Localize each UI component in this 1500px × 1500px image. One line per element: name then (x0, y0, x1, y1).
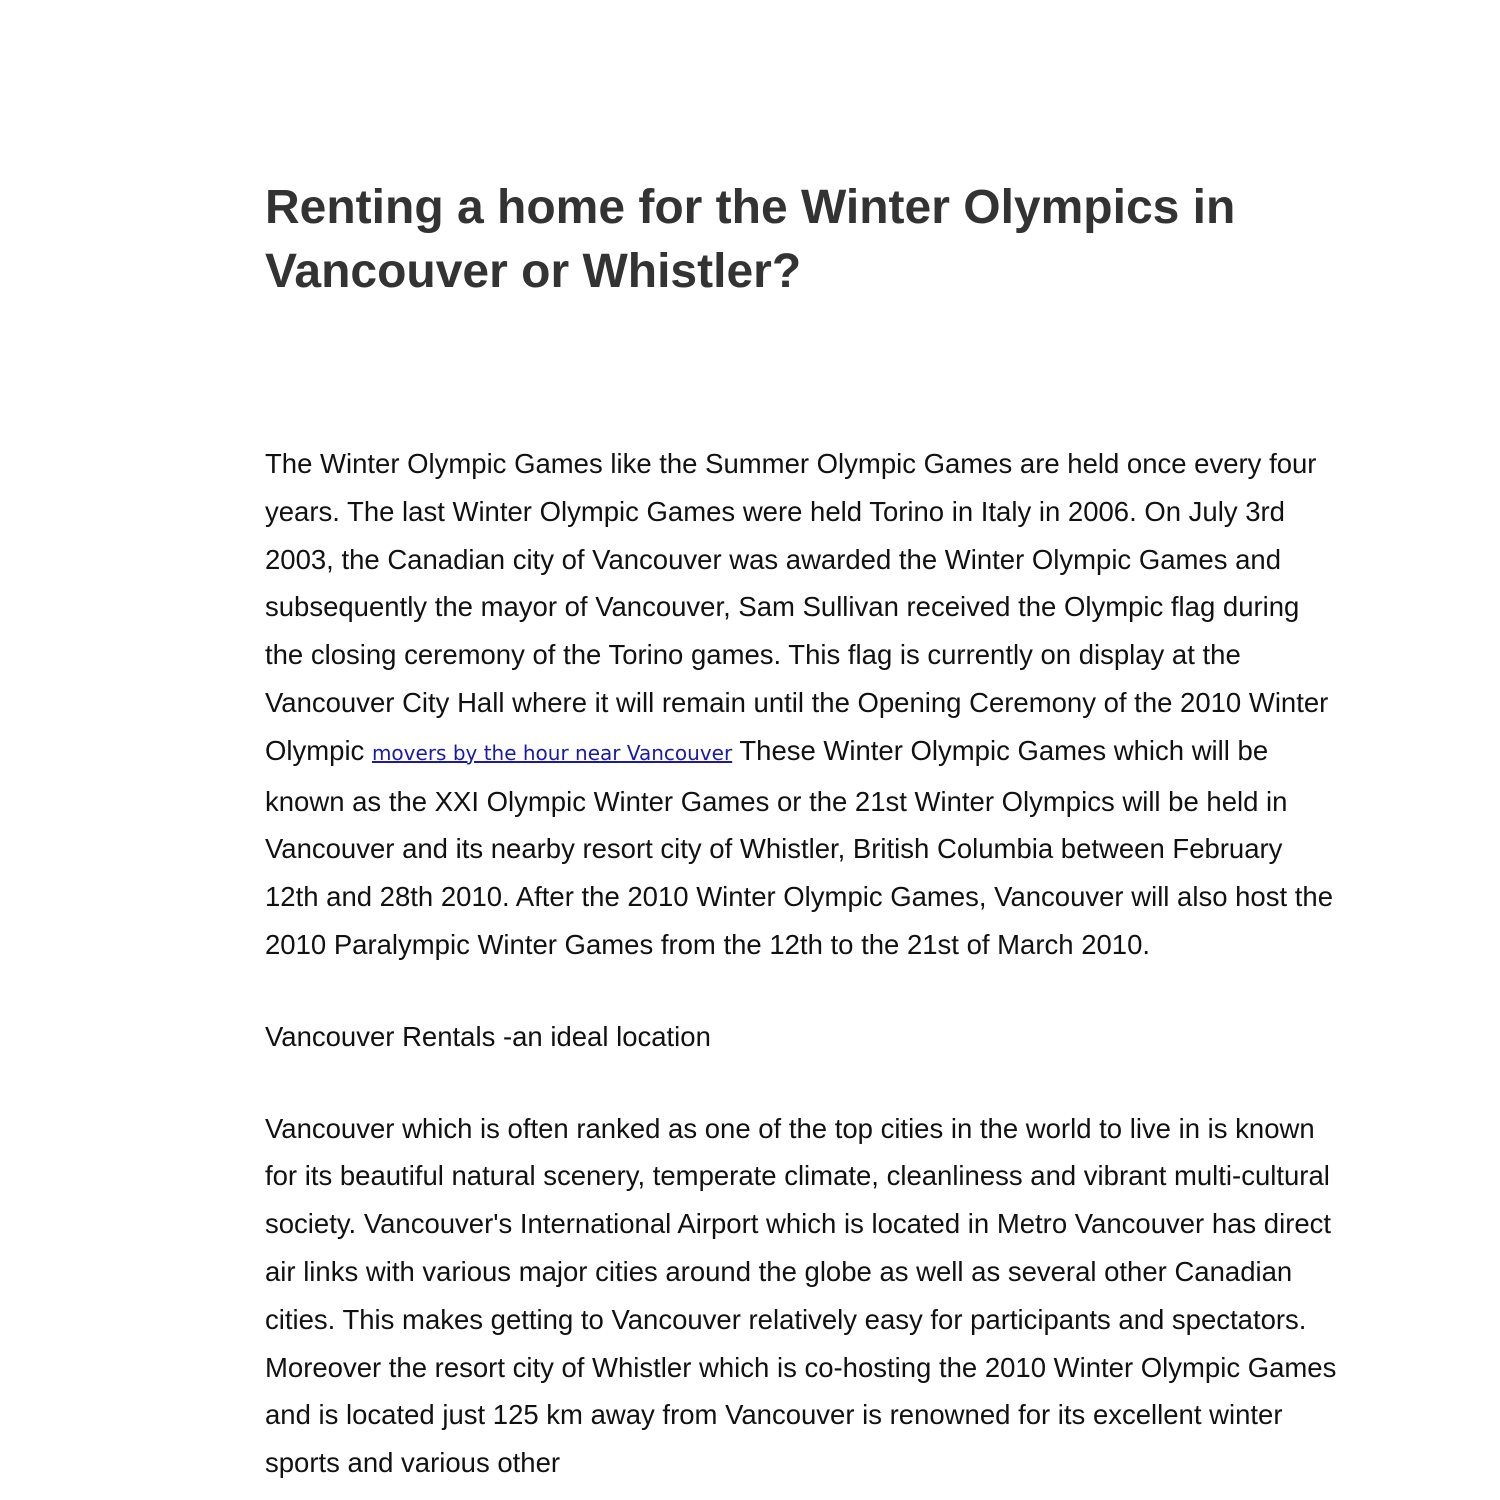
document-content (265, 176, 1340, 1487)
paragraph-intro-continued: These Winter Olympic Games which will be known as the XXI Olympic Winter Games or the 21st Winter Olympics will be held in Vancouver and its nearby resort city of Whistler, British Columbia between February 12th and 28th 2010. After the 2010 Winter Olympic Games, Vancouver will also host the 2010 Paralympic Winter Games from the 12th to the 21st of March 2010. (265, 734, 1333, 960)
paragraph-intro (265, 440, 1340, 969)
page-title: Renting a home for the Winter Olympics in Vancouver or Whistler? (265, 181, 1236, 298)
section-heading: Vancouver Rentals -an ideal location (265, 1020, 711, 1052)
paragraph-intro-text: The Winter Olympic Games like the Summer Olympic Games are held once every four years. The last Winter Olympic Games were held Torino in Italy in 2006. On July 3rd 2003, the Canadian city of Vancouver was awarded the Winter Olympic Games and subsequently the mayor of Vancouver, Sam Sullivan received the Olympic flag during the closing ceremony of the Torino games. This flag is currently on display at the Vancouver City Hall where it will remain until the Opening Ceremony of the 2010 Winter Olympic (265, 448, 1329, 766)
movers-link[interactable]: movers by the hour near Vancouver (371, 740, 733, 765)
paragraph-location: Vancouver which is often ranked as one of the top cities in the world to live in is known for its beautiful natural scenery, temperate climate, cleanliness and vibrant multi-cultural society. Vancouver's International Airport which is located in Metro Vancouver has direct air links with various major cities around the globe as well as several other Canadian cities. This makes getting to Vancouver relatively easy for participants and spectators. Moreover the resort city of Whistler which is co-hosting the 2010 Winter Olympic Games and is located just 125 km away from Vancouver is renowned for its excellent winter sports and various other (265, 1112, 1337, 1479)
